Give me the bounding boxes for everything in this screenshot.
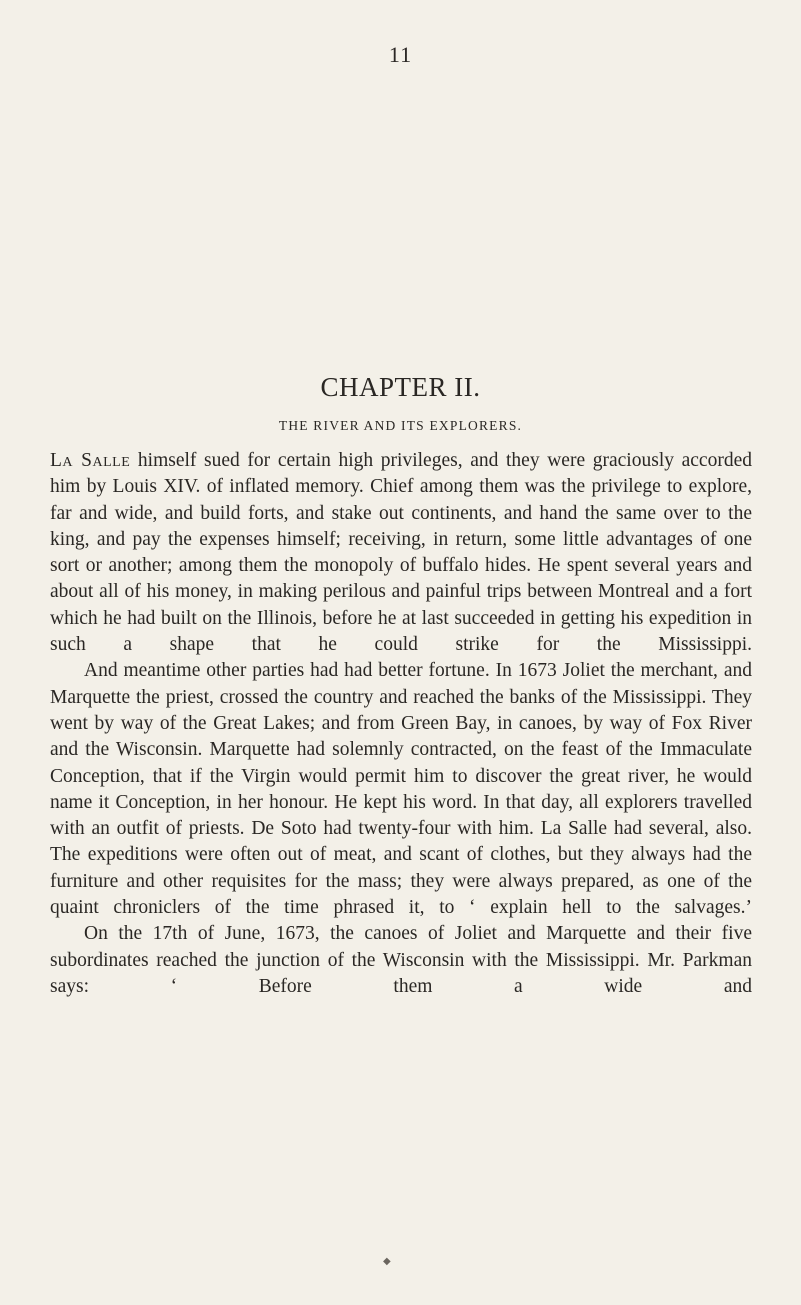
chapter-subtitle: THE RIVER AND ITS EXPLORERS.: [278, 418, 523, 433]
bottom-mark-dot: ◆: [383, 1256, 391, 1267]
paragraph-1: [50, 448, 752, 658]
body-text: [50, 448, 752, 1000]
chapter-heading: CHAPTER II.: [320, 372, 481, 402]
paragraph-1-text: himself sued for certain high privileges, and they were graciously accorded him by Louis XIV. of inflated memory. Chief among them was the privilege to explore, far and wide, and build forts, and stake out continents, and hand the same over to the king, and pay the expenses himself; receiving, in return, some little advantages of one sort or another; among them the monopoly of buffalo hides. He spent several years and about all of his money, in making perilous and painful trips between Montreal and a fort which he had built on the Illinois, before he at last succeeded in getting his expedition in such a shape that he could strike for the Mississippi.: [50, 450, 752, 656]
paragraph-3: On the 17th of June, 1673, the canoes of Joliet and Marquette and their five subordinates reached the junction of the Wisconsin with the Mississippi. Mr. Parkman says: ‘ Before them a wide and: [50, 923, 752, 997]
lead-name: La Salle: [50, 450, 131, 471]
paragraph-2: And meantime other parties had had better fortune. In 1673 Joliet the merchant, and Marquette the priest, crossed the country and reached the banks of the Mississippi. They went by way of the Great Lakes; and from Green Bay, in canoes, by way of Fox River and the Wisconsin. Marquette had solemnly contracted, on the feast of the Immaculate Conception, that if the Virgin would permit him to discover the great river, he would name it Conception, in her honour. He kept his word. In that day, all explorers travelled with an outfit of priests. De Soto had twenty-four with him. La Salle had several, also. The expeditions were often out of meat, and scant of clothes, but they always had the furniture and other requisites for the mass; they were always prepared, as one of the quaint chroniclers of the time phrased it, to ‘ explain hell to the salvages.’: [50, 660, 752, 919]
page-number: 11: [388, 42, 413, 67]
